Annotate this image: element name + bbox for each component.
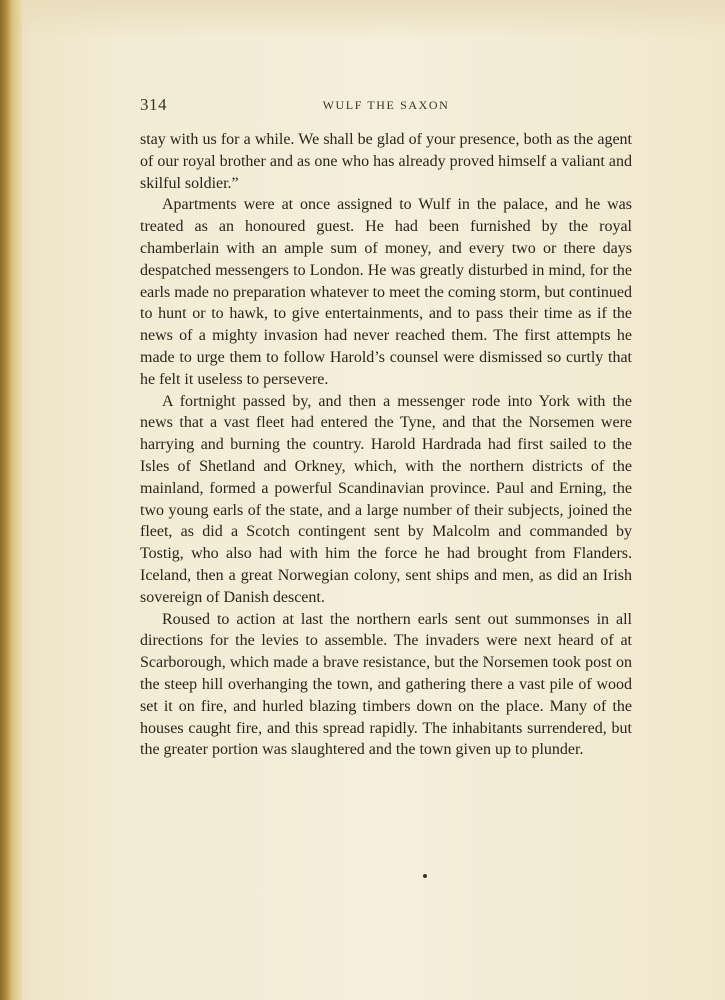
body-text xyxy=(140,129,632,761)
paragraph: Roused to action at last the northern earls sent out summonses in all directions for the levies to assemble. The invaders were next heard of at Scarborough, which made a brave resistance, but the Norsemen took post on the steep hill overhanging the town, and gathering there a vast pile of wood set it on fire, and hurled blazing timbers down on the place. Many of the houses caught fire, and this spread rapidly. The inhabitants surrendered, but the greater portion was slaughtered and the town given up to plunder. xyxy=(140,610,632,759)
paragraph: Apartments were at once assigned to Wulf in the palace, and he was treated as an honoured guest. He had been furnished by the royal chamberlain with an ample sum of money, and every two or there days despatched messengers to London. He was greatly disturbed in mind, for the earls made no preparation whatever to meet the coming storm, but continued to hunt or to hawk, to give entertainments, and to pass their time as if the news of a mighty invasion had never reached them. The first attempts he made to urge them to follow Harold’s counsel were dismissed so curtly that he felt it useless to persevere. xyxy=(140,196,632,388)
page-top-shading xyxy=(22,0,725,40)
paragraph: A fortnight passed by, and then a messenger rode into York with the news that a vast fleet had entered the Tyne, and that the Norsemen were harrying and burning the country. Harold Hardrada had first sailed to the Isles of Shetland and Orkney, which, with the northern districts of the mainland, formed a powerful Scandinavian province. Paul and Erning, the two young earls of the state, and a large number of their subjects, joined the fleet, as did a Scotch contingent sent by Malcolm and commanded by Tostig, who also had with him the force he had brought from Flanders. Iceland, then a great Norwegian colony, sent ships and men, as did an Irish sovereign of Danish descent. xyxy=(140,392,632,606)
paragraph-continued: stay with us for a while. We shall be glad of your presence, both as the agent of our royal brother and as one who has already proved himself a valiant and skilful soldier.” xyxy=(140,131,632,192)
running-header xyxy=(140,95,632,119)
ink-speck xyxy=(423,874,427,878)
book-binding-edge xyxy=(0,0,22,1000)
running-title: WULF THE SAXON xyxy=(322,98,450,112)
page-number: 314 xyxy=(140,95,167,114)
